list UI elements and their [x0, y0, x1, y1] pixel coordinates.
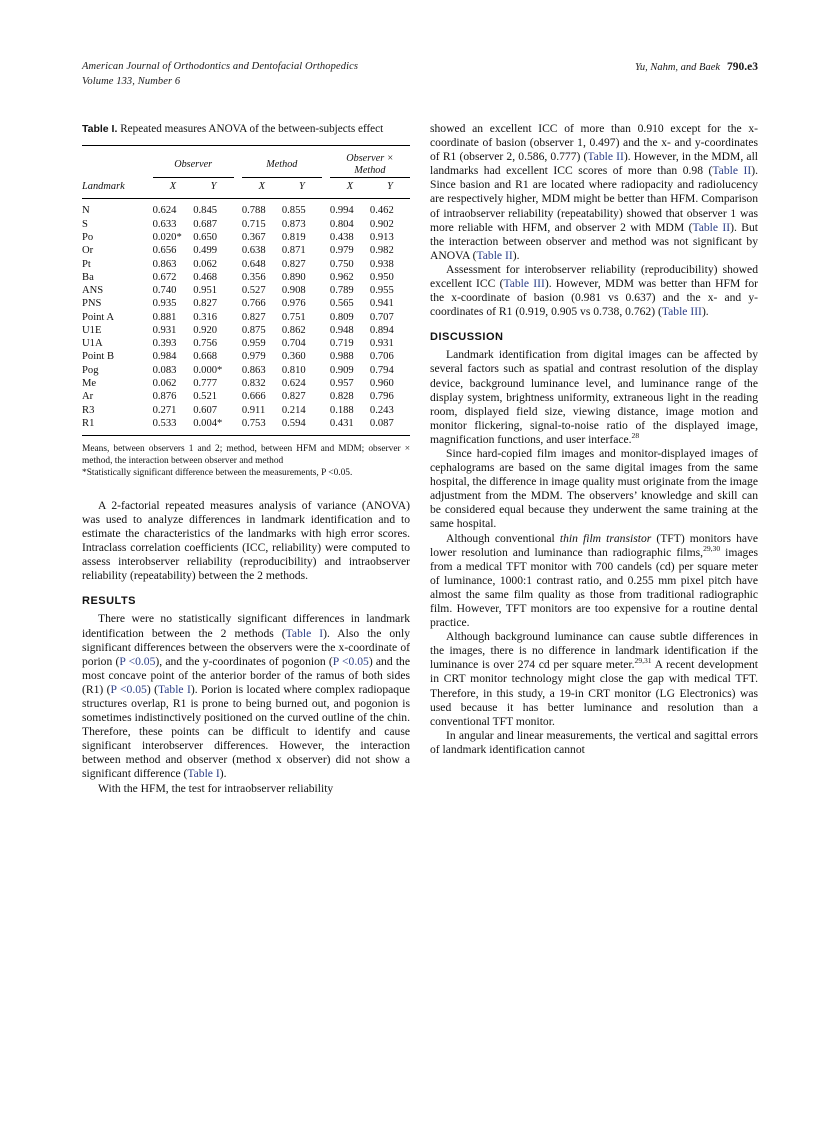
journal-title: American Journal of Orthodontics and Dentofacial Orthopedics — [82, 61, 359, 72]
cell-landmark: Ar — [82, 391, 94, 403]
cell-observer-y: 0.000* — [193, 364, 223, 376]
xref-table-1: Table I — [285, 626, 324, 640]
cell-om-x: 0.438 — [329, 231, 354, 243]
cell-om-y: 0.913 — [369, 231, 394, 243]
xref-table-2: Table II — [476, 248, 513, 262]
cell-observer-y: 0.607 — [193, 404, 218, 416]
running-head-journal — [82, 60, 358, 89]
paragraph-icc-continued — [430, 122, 758, 263]
table-row — [82, 284, 410, 297]
text-seg: ). But the interaction between observer and method was not significant by ANOVA ( — [430, 220, 758, 262]
cell-om-x: 0.565 — [329, 298, 354, 310]
cell-observer-x: 0.876 — [152, 391, 177, 403]
cell-om-y: 0.902 — [369, 218, 394, 230]
group-header-observer-method: Observer × Method — [330, 146, 410, 178]
table-row — [82, 218, 410, 231]
cell-method-y: 0.819 — [281, 231, 306, 243]
cell-observer-x: 0.863 — [152, 258, 177, 270]
running-head-authors-page — [635, 60, 758, 76]
cell-method-y: 0.810 — [281, 364, 306, 376]
group-header-method: Method — [242, 146, 322, 178]
cell-method-y: 0.751 — [281, 311, 306, 323]
cell-observer-x: 0.931 — [152, 324, 177, 336]
cell-om-y: 0.706 — [369, 351, 394, 363]
cell-om-x: 0.962 — [329, 271, 354, 283]
table-row — [82, 244, 410, 257]
cell-landmark: R3 — [82, 404, 95, 416]
cell-observer-x: 0.624 — [152, 205, 177, 217]
cell-method-y: 0.594 — [281, 417, 306, 429]
cell-om-x: 0.789 — [329, 285, 354, 297]
column-header-om-y: Y — [387, 181, 393, 193]
journal-volume: Volume 133, Number 6 — [82, 75, 181, 87]
table-1-subheader-row — [82, 178, 410, 199]
cell-om-y: 0.243 — [369, 404, 394, 416]
cell-observer-x: 0.656 — [152, 245, 177, 257]
author-names: Yu, Nahm, and Baek — [634, 62, 721, 73]
text-seg: ) ( — [146, 682, 158, 696]
running-head — [82, 60, 758, 94]
cell-om-y: 0.796 — [369, 391, 394, 403]
cell-method-x: 0.638 — [241, 245, 266, 257]
text-seg: There were no statistically significant differences in landmark identification between the 2 methods ( — [82, 612, 410, 640]
reference-marker: 29,31 — [634, 656, 652, 666]
cell-method-y: 0.862 — [281, 324, 306, 336]
text-seg: ). — [219, 767, 227, 781]
xref-table-3: Table III — [503, 277, 545, 291]
subhead-gap-1 — [234, 178, 242, 199]
right-column — [430, 122, 758, 757]
cell-method-x: 0.356 — [241, 271, 266, 283]
cell-observer-x: 0.672 — [152, 271, 177, 283]
xref-pvalue: P <0.05 — [332, 654, 369, 668]
cell-observer-y: 0.521 — [193, 391, 218, 403]
cell-observer-y: 0.004* — [193, 417, 223, 429]
cell-method-x: 0.715 — [241, 218, 266, 230]
text-seg: With the HFM, the test for intraobserver reliability — [98, 781, 334, 795]
table-row — [82, 231, 410, 244]
text-seg: ). Also the only significant differences between the observers were the x-coordinate of porion ( — [82, 626, 410, 668]
cell-om-x: 0.988 — [329, 351, 354, 363]
cell-observer-y: 0.951 — [193, 285, 218, 297]
paragraph-discussion-1 — [430, 348, 758, 447]
table-row — [82, 403, 410, 416]
cell-om-y: 0.931 — [369, 338, 394, 350]
cell-observer-x: 0.083 — [152, 364, 177, 376]
cell-observer-y: 0.756 — [193, 338, 218, 350]
cell-landmark: Pog — [82, 364, 99, 376]
cell-observer-x: 0.020* — [152, 231, 182, 243]
paragraph-discussion-2 — [430, 447, 758, 532]
cell-method-x: 0.959 — [241, 338, 266, 350]
paragraph-statistical-methods — [82, 499, 410, 584]
cell-om-y: 0.938 — [369, 258, 394, 270]
table-row — [82, 271, 410, 284]
cell-om-x: 0.188 — [329, 404, 354, 416]
cell-method-x: 0.367 — [241, 231, 266, 243]
cell-landmark: Pt — [82, 258, 91, 270]
cell-landmark: Or — [82, 245, 94, 257]
text-seg: ). — [512, 248, 520, 262]
table-1-notes — [82, 443, 410, 479]
text-seg: ). Porion is located where complex radiopaque structures overlap, R1 is prone to being burned out, and pogonion is sometimes indistinctively positioned on the curved outline of the chin. Therefore, these points can be difficult to identify and cause significant interobserver differences. However, the interaction between method and observer (method x observer) did not show a significant difference ( — [82, 682, 411, 781]
text-seg: (TFT) monitors have lower resolution and luminance than radiographic films, — [430, 531, 758, 559]
cell-method-x: 0.666 — [241, 391, 266, 403]
cell-landmark: N — [82, 205, 90, 217]
subhead-gap-2 — [322, 178, 330, 199]
cell-om-y: 0.982 — [369, 245, 394, 257]
text-seg: ). Since basion and R1 are located where radiopacity and radiolucency are respectively higher, MDM might be better than HFM. Comparison of intraobserver reliability (repeatability) showed that observer 1 was more reliable with HFM, and observer 2 with MDM ( — [430, 164, 758, 234]
table-note-significance: *Statistically significant difference between the measurements, P <0.05. — [82, 467, 353, 478]
cell-observer-x: 0.881 — [152, 311, 177, 323]
cell-om-x: 0.809 — [329, 311, 354, 323]
cell-observer-y: 0.827 — [193, 298, 218, 310]
column-header-observer-y: Y — [210, 181, 217, 193]
cell-method-x: 0.648 — [241, 258, 266, 270]
cell-observer-y: 0.668 — [193, 351, 218, 363]
text-seg: ). However, MDM was better than HFM for the x-coordinate of basion (0.981 vs 0.637) and the x- and y-coordinates of R1 (0.919, 0.905 vs 0.738, 0.762) ( — [430, 277, 758, 319]
left-column — [82, 122, 410, 796]
cell-landmark: Me — [82, 378, 97, 390]
cell-om-y: 0.894 — [369, 324, 394, 336]
cell-om-x: 0.957 — [329, 378, 354, 390]
cell-landmark: Po — [82, 231, 94, 243]
cell-observer-x: 0.935 — [152, 298, 177, 310]
cell-om-y: 0.707 — [369, 311, 394, 323]
cell-method-y: 0.976 — [281, 298, 306, 310]
xref-table-2: Table II — [692, 220, 731, 234]
text-seg: showed an excellent ICC of more than 0.910 except for the x-coordinate of basion (observer 1, 0.497) and the x- and y-coordinates of R1 (observer 2, 0.586, 0.777) ( — [430, 122, 758, 164]
table-row — [82, 297, 410, 310]
paragraph-discussion-4 — [430, 630, 758, 729]
cell-om-x: 0.750 — [329, 258, 354, 270]
page-number: 790.e3 — [727, 61, 758, 73]
cell-om-y: 0.960 — [369, 378, 394, 390]
cell-om-y: 0.941 — [369, 298, 394, 310]
text-seg: A recent development in CRT monitor technology might close the gap with medical TFT. Therefore, in this study, a 19-in CRT monitor (LG Electronics) was used because it has better luminance and resolution than a conventional TFT monitor. — [430, 658, 758, 728]
cell-method-y: 0.624 — [281, 378, 306, 390]
group-gap-1 — [234, 146, 242, 178]
cell-observer-x: 0.271 — [152, 404, 177, 416]
cell-method-x: 0.875 — [241, 324, 266, 336]
table-row — [82, 199, 410, 218]
cell-landmark: ANS — [82, 285, 104, 297]
xref-table-2: Table II — [587, 150, 624, 164]
cell-observer-y: 0.650 — [193, 231, 218, 243]
column-header-om-x: X — [346, 181, 354, 193]
cell-method-y: 0.704 — [281, 338, 306, 350]
cell-landmark: Point B — [82, 351, 115, 363]
xref-pvalue: P <0.05 — [110, 682, 147, 696]
table-1 — [82, 145, 410, 436]
xref-table-3: Table III — [661, 305, 702, 319]
cell-observer-x: 0.984 — [152, 351, 177, 363]
table-row — [82, 377, 410, 390]
cell-om-x: 0.804 — [329, 218, 354, 230]
heading-results: RESULTS — [82, 595, 137, 608]
cell-method-x: 0.863 — [241, 364, 266, 376]
cell-method-y: 0.827 — [281, 258, 306, 270]
cell-om-x: 0.948 — [329, 324, 354, 336]
cell-landmark: R1 — [82, 417, 95, 429]
cell-observer-y: 0.316 — [193, 311, 218, 323]
table-row — [82, 324, 410, 337]
group-header-blank — [82, 146, 153, 178]
paragraph-results-2 — [82, 782, 410, 796]
text-seg: In angular and linear measurements, the vertical and sagittal errors of landmark identification cannot — [430, 728, 758, 756]
cell-om-x: 0.979 — [329, 245, 354, 257]
cell-method-y: 0.360 — [281, 351, 306, 363]
cell-observer-x: 0.533 — [152, 417, 177, 429]
cell-landmark: U1E — [82, 324, 102, 336]
table-row — [82, 364, 410, 377]
cell-method-y: 0.908 — [281, 285, 306, 297]
cell-observer-y: 0.687 — [193, 218, 218, 230]
text-seg: Landmark identification from digital images can be affected by several factors such as spatial and contrast resolution of the display device, background luminance level, and luminance range of the display system, brightness uniformity, extraneous light in the reading room, displayed field size, viewing distance, image motion and monitor flickering, signal-to-noise ratio of the displayed image, magnification functions, and user interface. — [430, 348, 758, 446]
reference-marker: 28 — [631, 431, 640, 441]
text-seg: ). — [701, 305, 709, 319]
group-gap-2 — [322, 146, 330, 178]
xref-table-1: Table I — [157, 682, 191, 696]
cell-method-x: 0.979 — [241, 351, 266, 363]
cell-method-x: 0.911 — [241, 404, 266, 416]
table-row — [82, 311, 410, 324]
cell-observer-x: 0.740 — [152, 285, 177, 297]
cell-om-y: 0.950 — [369, 271, 394, 283]
cell-om-x: 0.994 — [329, 205, 354, 217]
text-seg: images from a medical TFT monitor with 700 candels (cd) per square meter of luminance, 1000:1 contrast ratio, and 0.255 mm pixel pitch have almost the same film quality as those from traditional radiographic film. However, TFT monitors are too expensive for a routine dental practice. — [430, 545, 758, 630]
table-1-caption-text: Repeated measures ANOVA of the between-subjects effect — [120, 123, 384, 135]
cell-method-x: 0.832 — [241, 378, 266, 390]
paragraph-results-1 — [82, 612, 410, 781]
column-header-method-x: X — [258, 181, 265, 193]
table-row — [82, 337, 410, 350]
cell-method-x: 0.766 — [241, 298, 266, 310]
heading-discussion: DISCUSSION — [430, 331, 504, 344]
cell-method-y: 0.827 — [281, 391, 306, 403]
paragraph-discussion-3 — [430, 532, 758, 631]
group-header-observer: Observer — [153, 146, 234, 178]
cell-observer-y: 0.062 — [193, 258, 218, 270]
paragraph-discussion-5 — [430, 729, 758, 757]
cell-observer-y: 0.468 — [193, 271, 218, 283]
cell-method-y: 0.855 — [281, 205, 306, 217]
cell-landmark: PNS — [82, 298, 102, 310]
cell-method-x: 0.827 — [241, 311, 266, 323]
cell-method-y: 0.214 — [281, 404, 306, 416]
table-1-group-header-row — [82, 146, 410, 178]
text-seg: Assessment for interobserver reliability (reproducibility) showed excellent ICC ( — [430, 262, 758, 291]
cell-method-y: 0.873 — [281, 218, 306, 230]
cell-method-x: 0.527 — [241, 285, 266, 297]
table-row — [82, 257, 410, 270]
reference-marker: 29,30 — [703, 543, 721, 553]
table-row — [82, 390, 410, 403]
cell-method-y: 0.871 — [281, 245, 306, 257]
column-header-method-y: Y — [298, 181, 305, 193]
text-seg: Although background luminance can cause subtle differences in the images, there is no difference in landmark identification if the luminance is over 274 cd per square meter. — [430, 630, 758, 672]
text-seg: ), and the y-coordinates of pogonion ( — [155, 654, 333, 668]
table-1-block — [82, 122, 410, 479]
cell-landmark: Ba — [82, 271, 94, 283]
text-seg: Although conventional — [446, 531, 560, 545]
cell-observer-x: 0.393 — [152, 338, 177, 350]
xref-table-2: Table II — [712, 164, 752, 178]
text-seg: ) and the most concave point of the anterior border of the ramus of both sides (R1) ( — [82, 654, 410, 696]
cell-method-y: 0.890 — [281, 271, 306, 283]
table-row — [82, 350, 410, 363]
cell-om-y: 0.955 — [369, 285, 394, 297]
term-thin-film-transistor: thin film transistor — [559, 531, 652, 545]
cell-om-y: 0.462 — [369, 205, 394, 217]
cell-om-x: 0.909 — [329, 364, 354, 376]
column-header-landmark: Landmark — [82, 181, 125, 193]
cell-observer-y: 0.499 — [193, 245, 218, 257]
cell-om-x: 0.828 — [329, 391, 354, 403]
cell-om-x: 0.431 — [329, 417, 354, 429]
table-1-caption — [82, 122, 410, 136]
paragraph-text: A 2-factorial repeated measures analysis of variance (ANOVA) was used to analyze differences in landmark identification and to estimate the characteristics of the landmarks with high error scores. Intraclass correlation coefficients (ICC, reliability) were computed to assess interobserver reliability (reproducibility) and intraobserver reliability (repeatability) between the 2 methods. — [82, 498, 410, 583]
table-row — [82, 417, 410, 436]
cell-observer-y: 0.845 — [193, 205, 218, 217]
cell-observer-x: 0.062 — [152, 378, 177, 390]
xref-pvalue: P <0.05 — [119, 654, 156, 668]
cell-observer-x: 0.633 — [152, 218, 177, 230]
cell-observer-y: 0.920 — [193, 324, 218, 336]
cell-om-x: 0.719 — [329, 338, 354, 350]
cell-landmark: S — [82, 218, 88, 230]
text-seg: ). However, in the MDM, all landmarks had excellent ICC scores of more than 0.98 ( — [430, 150, 759, 178]
cell-om-y: 0.087 — [369, 417, 394, 429]
cell-landmark: U1A — [82, 338, 103, 350]
text-seg: Since hard-copied film images and monitor-displayed images of cephalograms are based on the same digital images from the same hospital, the difference in image quality must originate from the image adjustment from the MDM. The observers’ knowledge and skill can be considered equal because they underwent the same training at the same hospital. — [430, 446, 758, 531]
cell-method-x: 0.753 — [241, 417, 266, 429]
table-note-means: Means, between observers 1 and 2; method, between HFM and MDM; observer × method, the interaction between observer and method — [82, 443, 410, 466]
xref-table-1: Table I — [187, 767, 220, 781]
table-1-label: Table I. — [82, 123, 118, 135]
cell-method-x: 0.788 — [241, 205, 266, 217]
column-header-observer-x: X — [169, 181, 177, 193]
paragraph-interobserver-icc — [430, 263, 758, 319]
cell-observer-y: 0.777 — [193, 378, 218, 390]
cell-om-y: 0.794 — [369, 364, 394, 376]
cell-landmark: Point A — [82, 311, 115, 323]
